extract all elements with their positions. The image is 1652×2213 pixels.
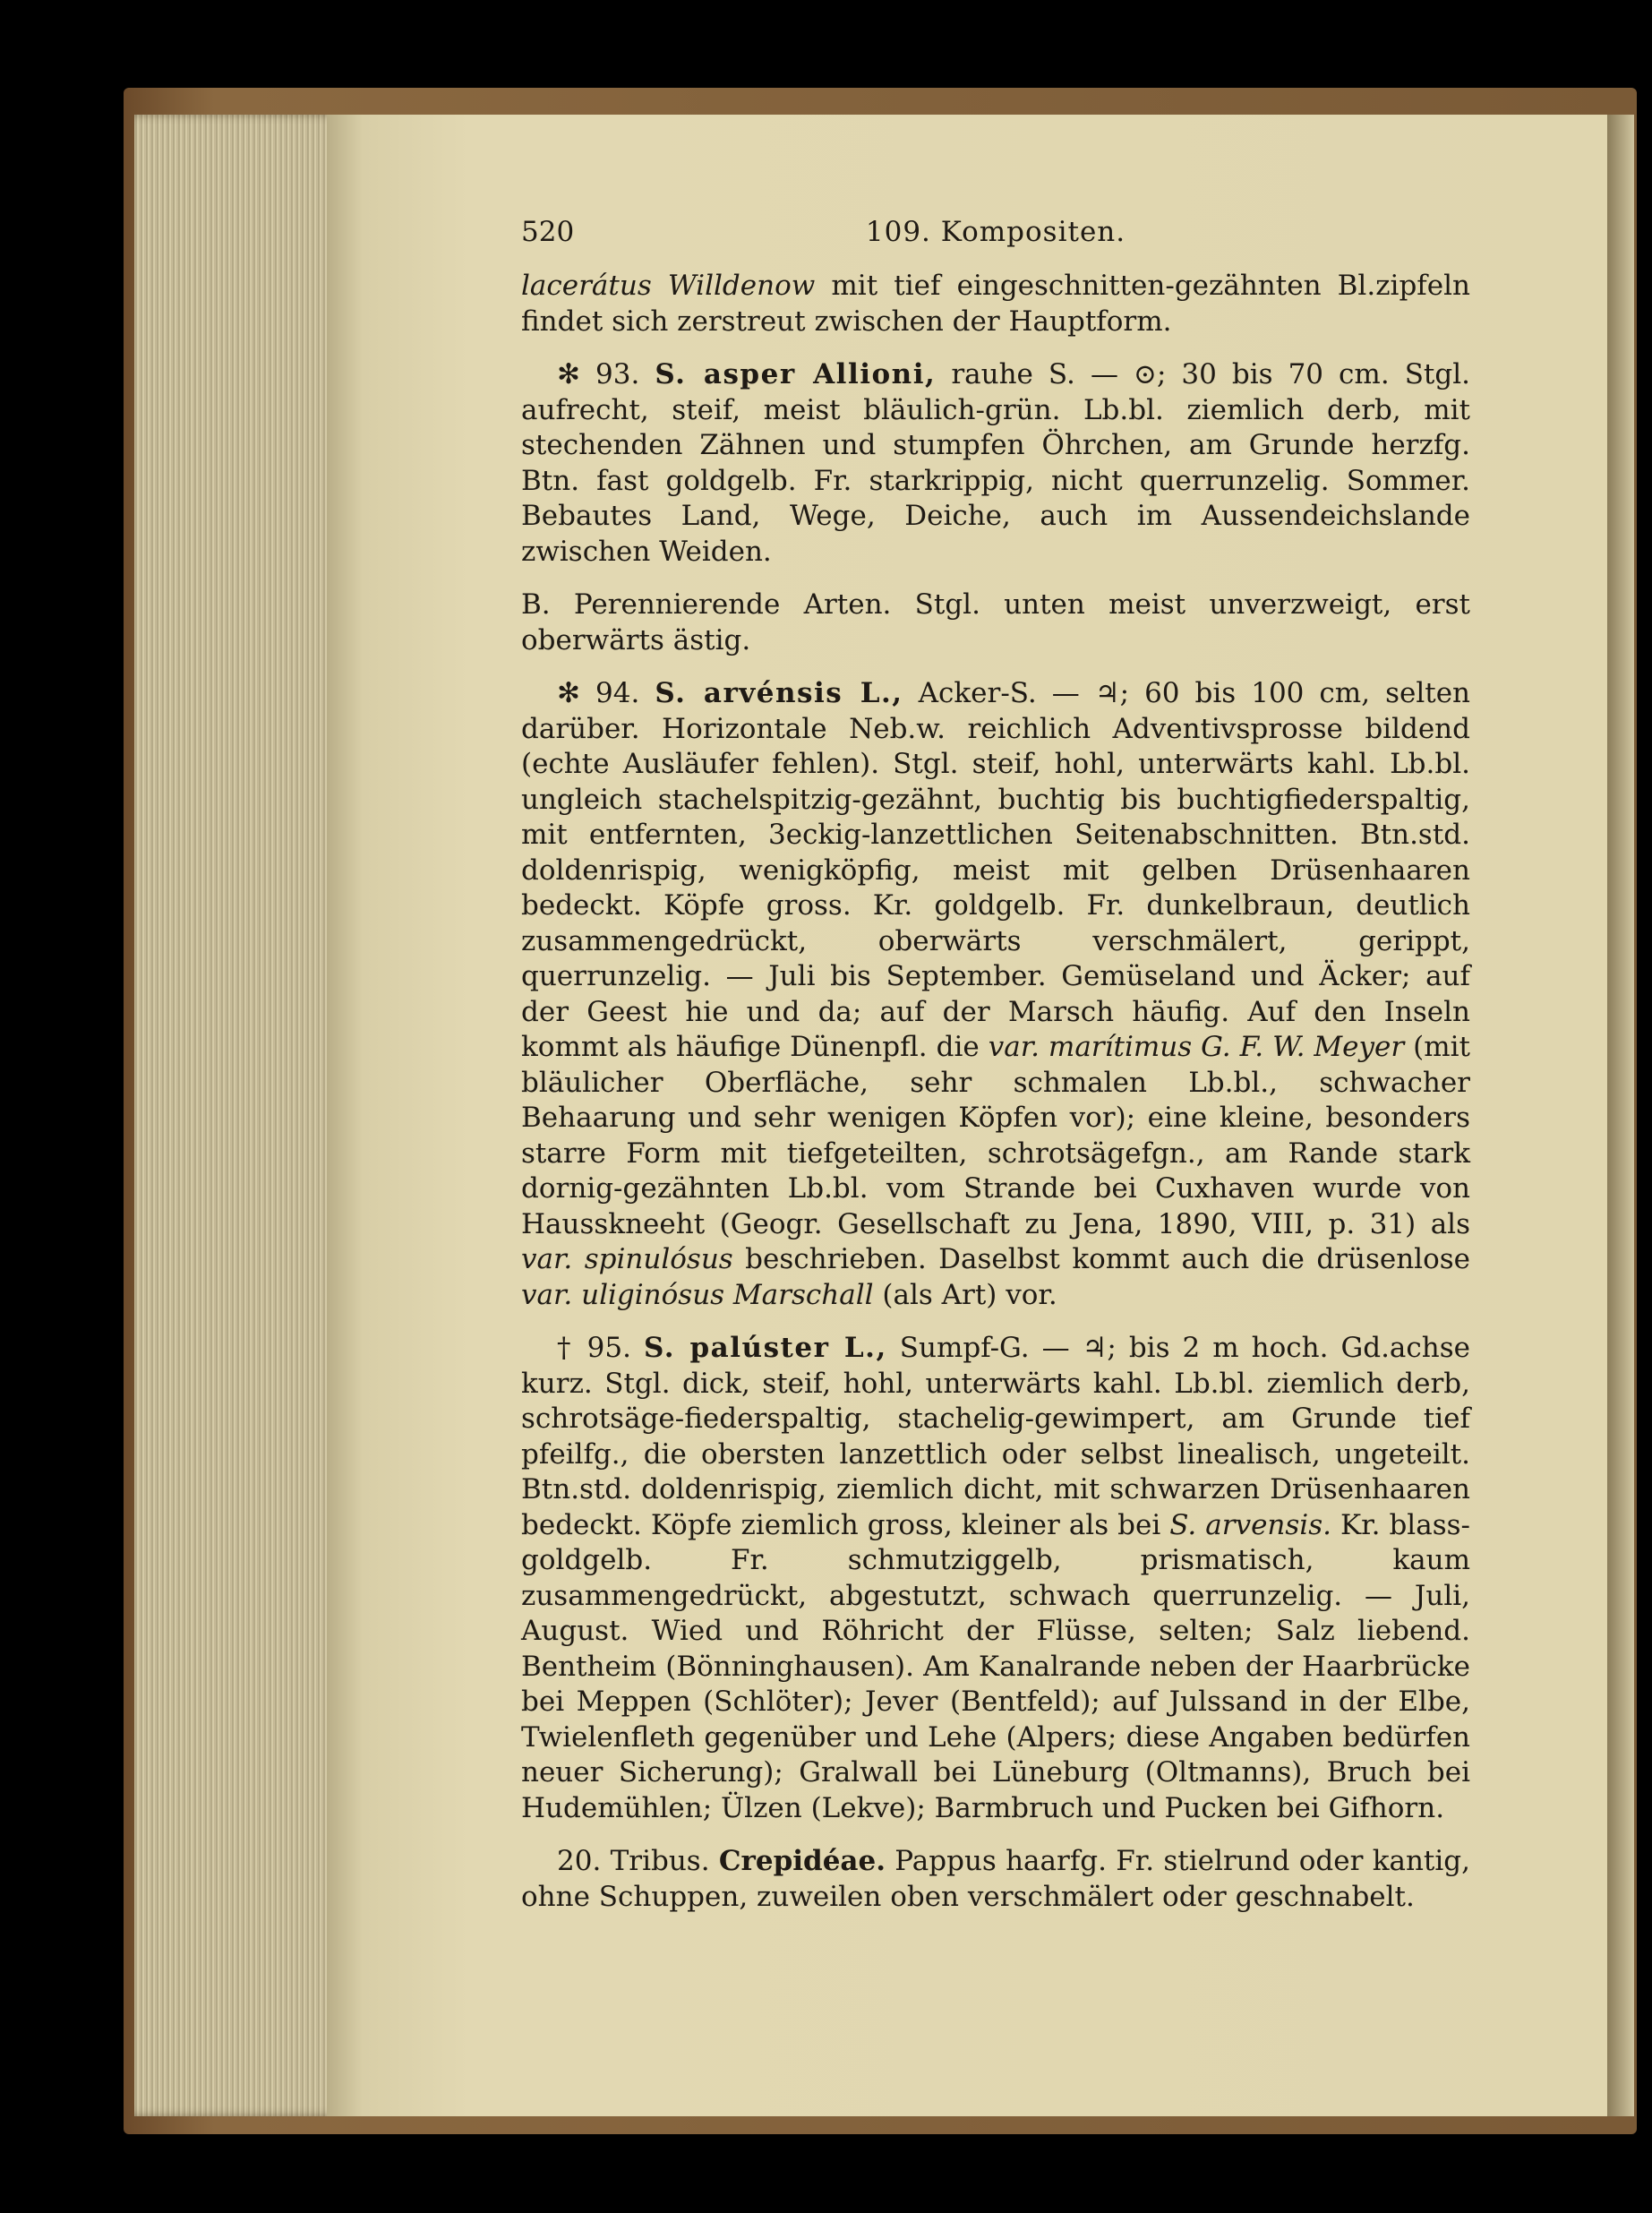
group-heading	[521, 588, 1470, 658]
tribus-label: 20. Tribus.	[557, 1845, 719, 1877]
entry-number: ✻ 93.	[557, 358, 655, 390]
species-name: S. asper Allioni,	[655, 358, 937, 390]
entry-paluster	[521, 1331, 1470, 1826]
group-label: B. Perennierende Arten.	[521, 588, 892, 621]
entry-asper	[521, 357, 1470, 570]
species-name: S. arvénsis L.,	[655, 677, 903, 709]
paragraph-text: mit tief eingeschnitten-gezähnten Bl.zipfeln findet sich zerstreut zwischen der Hauptform.	[521, 270, 1470, 338]
entry-arvensis	[521, 676, 1470, 1313]
entry-text: Acker-S. — ♃; 60 bis 100 cm, selten darüber. Horizontale Neb.w. reichlich Adventivsprosse bildend (echte Ausläufer fehlen). Stgl. steif, hohl, unterwärts kahl. Lb.bl. ungleich stachelspitzig-gezähnt, buchtig bis buchtigfiederspaltig, mit entfernten, 3eckig-lanzettlichen Seitenabschnitten. Btn.std. doldenrispig, wenigköpfig, meist mit gelben Drüsenhaaren bedeckt. Köpfe gross. Kr. goldgelb. Fr. dunkelbraun, deutlich zusammengedrückt, oberwärts verschmälert, gerippt, querrunzelig. — Juli bis September. Gemüseland und Äcker; auf der Geest hie und da; auf der Marsch häufig. Auf den Inseln kommt als häufige Dünenpfl. die	[521, 677, 1471, 1063]
tribus-heading	[521, 1844, 1470, 1915]
variety-name: var. marítimus G. F. W. Meyer	[988, 1031, 1405, 1063]
paragraph-laceratus	[521, 269, 1470, 339]
entry-text: beschrieben. Daselbst kommt auch die drüsenlose	[732, 1243, 1470, 1275]
variety-name: var. spinulósus	[521, 1243, 733, 1275]
tribus-text: Pappus haarfg. Fr. stielrund oder kantig, ohne Schuppen, zuweilen oben verschmälert oder geschnabelt.	[521, 1845, 1470, 1913]
page-edges	[134, 115, 342, 2116]
entry-text: Sumpf-G. — ♃; bis 2 m hoch. Gd.achse kurz. Stgl. dick, steif, hohl, unterwärts kahl. Lb.bl. ziemlich derb, schrotsäge-fiederspaltig, stachelig-gewimpert, am Grunde tief pfeilfg., die obersten lanzettlich oder selbst linealisch, ungeteilt. Btn.std. doldenrispig, ziemlich dicht, mit schwarzen Drüsenhaaren bedeckt. Köpfe ziemlich gross, kleiner als bei	[521, 1332, 1470, 1541]
species-reference: S. arvensis.	[1169, 1508, 1331, 1541]
entry-number: ✻ 94.	[557, 677, 655, 709]
entry-text: (mit bläulicher Oberfläche, sehr schmalen Lb.bl., schwacher Behaarung und sehr wenigen Köpfen vor); eine kleine, besonders starre Form mit tiefgeteilten, schrotsägefgn., am Rande stark dornig-gezähnten Lb.bl. vom Strande bei Cuxhaven wurde von Hausskneeht (Geogr. Gesellschaft zu Jena, 1890, VIII, p. 31) als	[521, 1031, 1470, 1240]
entry-number: † 95.	[557, 1332, 644, 1364]
page-text	[521, 215, 1470, 1915]
facing-page-edge	[1607, 115, 1634, 2116]
variety-name: lacerátus Willdenow	[521, 270, 816, 302]
entry-text: (als Art) vor.	[873, 1278, 1057, 1311]
running-title: 109. Kompositen.	[865, 216, 1126, 248]
page-number: 520	[521, 216, 575, 248]
variety-name: var. uliginósus Marschall	[521, 1278, 874, 1311]
page-header	[521, 215, 1470, 269]
entry-text: Kr. blass-goldgelb. Fr. schmutziggelb, prismatisch, kaum zusammengedrückt, abgestutzt, schwach querrunzelig. — Juli, August. Wied und Röhricht der Flüsse, selten; Salz liebend. Bentheim (Bönninghausen). Am Kanalrande neben der Haarbrücke bei Meppen (Schlöter); Jever (Bentfeld); auf Julssand in der Elbe, Twielenfleth gegenüber und Lehe (Alpers; diese Angaben bedürfen neuer Sicherung); Gralwall bei Lüneburg (Oltmanns), Bruch bei Hudemühlen; Ülzen (Lekve); Barmbruch und Pucken bei Gifhorn.	[521, 1508, 1470, 1824]
tribus-name: Crepidéae.	[718, 1845, 886, 1877]
species-name: S. palúster L.,	[643, 1332, 887, 1364]
group-text: Stgl. unten meist unverzweigt, erst oberwärts ästig.	[521, 588, 1470, 656]
entry-text: rauhe S. — ⊙; 30 bis 70 cm. Stgl. aufrecht, steif, meist bläulich-grün. Lb.bl. ziemlich derb, mit stechenden Zähnen und stumpfen Öhrchen, am Grunde herzfg. Btn. fast goldgelb. Fr. starkrippig, nicht querrunzelig. Sommer. Bebautes Land, Wege, Deiche, auch im Aussendeichslande zwischen Weiden.	[521, 358, 1471, 568]
